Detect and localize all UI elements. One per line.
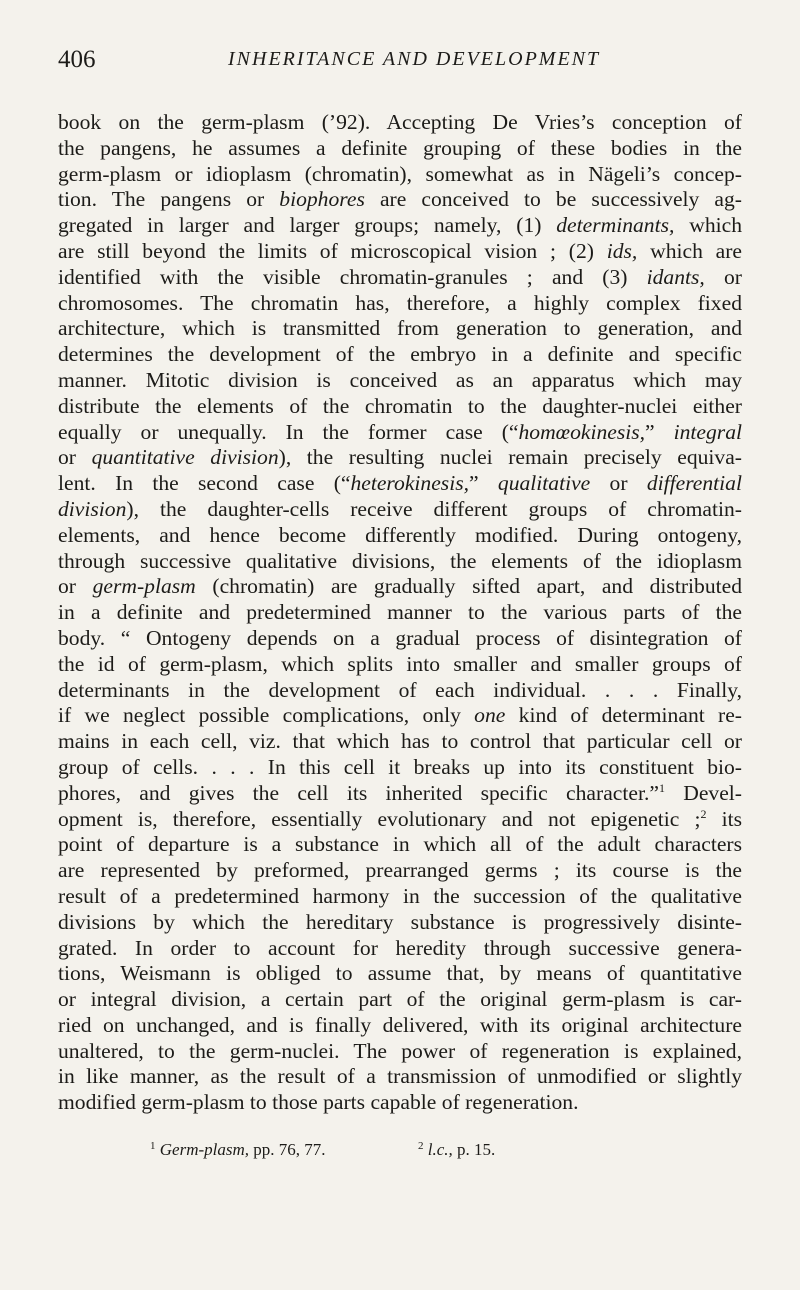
italic-term: germ-plasm <box>92 574 196 599</box>
text-run: (chromatin) are gradually sifted apart, and distributed <box>195 574 742 599</box>
text-run: result of a predetermined harmony in the succession of the qualitative <box>58 883 742 908</box>
text-line <box>58 1013 742 1039</box>
text-run: ), the resulting nuclei remain precisely equiva- <box>278 445 742 470</box>
text-line <box>58 961 742 987</box>
text-run: are represented by preformed, prearranged germs ; its course is the <box>58 858 742 883</box>
text-run: mains in each cell, viz. that which has to control that particular cell or <box>58 729 742 754</box>
text-run: or <box>590 471 647 496</box>
italic-term: quantitative division <box>91 445 279 470</box>
text-run: the pangens, he assumes a definite grouping of these bodies in the <box>58 135 742 160</box>
text-run: lent. In the second case (“ <box>58 471 351 496</box>
text-line <box>58 316 742 342</box>
text-line <box>58 678 742 704</box>
text-run: or <box>58 574 93 599</box>
text-line <box>58 394 742 420</box>
text-run: determines the development of the embryo in a definite and specific <box>58 342 742 367</box>
text-line <box>58 781 742 807</box>
text-run: in a definite and predetermined manner to the various parts of the <box>58 600 742 625</box>
text-line <box>58 368 742 394</box>
text-run: gregated in larger and larger groups; namely, (1) <box>58 213 557 238</box>
text-line <box>58 471 742 497</box>
text-line <box>58 987 742 1013</box>
footnote-ref: 2 <box>700 806 707 821</box>
text-run: or integral division, a certain part of the original germ-plasm is car- <box>58 987 742 1012</box>
text-run: body. “ Ontogeny depends on a gradual process of disintegration of <box>58 625 742 650</box>
italic-term: determinants, <box>556 213 675 238</box>
text-run: Devel- <box>664 780 742 805</box>
text-run: modified germ-plasm to those parts capable of regeneration. <box>58 1090 579 1115</box>
italic-term: homœokinesis, <box>518 419 646 444</box>
text-run: which <box>674 213 742 238</box>
text-run: are conceived to be successively ag- <box>364 187 742 212</box>
text-line <box>58 1064 742 1090</box>
text-line <box>58 858 742 884</box>
text-run: or <box>58 445 92 470</box>
italic-term: integral <box>673 419 742 444</box>
text-line <box>58 1090 742 1116</box>
text-line <box>58 187 742 213</box>
text-run: opment is, therefore, essentially evolutionary and not epigenetic ; <box>58 806 701 831</box>
text-run: or <box>704 264 742 289</box>
text-line <box>58 110 742 136</box>
text-run: ” <box>645 419 674 444</box>
italic-term: Germ-plasm, <box>159 1140 249 1159</box>
text-line <box>58 549 742 575</box>
footnote-ref: 2 <box>418 1140 424 1152</box>
text-line <box>58 884 742 910</box>
text-run: identified with the visible chromatin-granules ; and (3) <box>58 264 647 289</box>
footnote-ref: 1 <box>658 780 665 795</box>
text-line <box>58 136 742 162</box>
body-paragraph <box>58 110 742 1116</box>
text-run: divisions by which the hereditary substance is progressively disinte- <box>58 909 742 934</box>
italic-term: ids, <box>606 238 638 263</box>
text-line <box>58 755 742 781</box>
text-run: ), the daughter-cells receive different groups of chromatin- <box>126 496 742 521</box>
text-run: pp. 76, 77. <box>249 1140 326 1159</box>
text-run: grated. In order to account for heredity through successive genera- <box>58 935 742 960</box>
text-run: chromosomes. The chromatin has, therefore, a highly complex fixed <box>58 290 742 315</box>
italic-term: heterokinesis, <box>350 471 470 496</box>
text-run: through successive qualitative divisions, the elements of the idioplasm <box>58 548 742 573</box>
text-line <box>58 445 742 471</box>
text-run: phores, and gives the cell its inherited specific character.” <box>58 780 659 805</box>
page-header <box>58 46 738 82</box>
text-line <box>58 729 742 755</box>
text-line <box>58 600 742 626</box>
text-run: the id of germ-plasm, which splits into smaller and smaller groups of <box>58 651 742 676</box>
text-run: kind of determinant re- <box>505 703 742 728</box>
text-run: point of departure is a substance in which all of the adult characters <box>58 832 742 857</box>
text-line <box>58 626 742 652</box>
text-run: are still beyond the limits of microscopical vision ; (2) <box>58 238 607 263</box>
text-line <box>58 265 742 291</box>
text-run: elements, and hence become differently modified. During ontogeny, <box>58 522 742 547</box>
text-run: equally or unequally. In the former case (“ <box>58 419 519 444</box>
text-line <box>58 291 742 317</box>
italic-term: biophores <box>279 187 365 212</box>
text-line <box>58 910 742 936</box>
text-line <box>58 239 742 265</box>
italic-term: one <box>474 703 506 728</box>
text-line <box>58 342 742 368</box>
text-run: determinants in the development of each individual. . . . Finally, <box>58 677 742 702</box>
text-run: germ-plasm or idioplasm (chromatin), somewhat as in Nägeli’s concep- <box>58 161 742 186</box>
text-run: group of cells. . . . In this cell it breaks up into its constituent bio- <box>58 754 742 779</box>
text-run: architecture, which is transmitted from generation to generation, and <box>58 316 742 341</box>
text-line <box>58 936 742 962</box>
footnotes <box>150 1140 650 1162</box>
text-run: unaltered, to the germ-nuclei. The power of regeneration is explained, <box>58 1038 742 1063</box>
italic-term: l.c., <box>427 1140 453 1159</box>
text-run: if we neglect possible complications, only <box>58 703 475 728</box>
footnote <box>150 1140 326 1160</box>
italic-term: idants, <box>646 264 705 289</box>
text-line <box>58 652 742 678</box>
italic-term: qualitative <box>497 471 591 496</box>
italic-term: differential <box>646 471 742 496</box>
text-line <box>58 1039 742 1065</box>
text-run: p. 15. <box>452 1140 496 1159</box>
text-run: its <box>706 806 742 831</box>
text-line <box>58 807 742 833</box>
text-run: manner. Mitotic division is conceived as an apparatus which may <box>58 367 742 392</box>
text-line <box>58 574 742 600</box>
text-run: which are <box>637 238 743 263</box>
text-run: tion. The pangens or <box>58 187 280 212</box>
text-run: tions, Weismann is obliged to assume that, by means of quantitative <box>58 961 742 986</box>
text-run: in like manner, as the result of a transmission of unmodified or slightly <box>58 1064 742 1089</box>
page-number: 406 <box>58 46 96 73</box>
italic-term: division <box>58 496 127 521</box>
footnote <box>418 1140 495 1160</box>
text-run: book on the germ-plasm (’92). Accepting De Vries’s conception of <box>58 110 742 134</box>
text-run: ried on unchanged, and is finally delivered, with its original architecture <box>58 1012 742 1037</box>
running-title: INHERITANCE AND DEVELOPMENT <box>228 48 601 70</box>
text-run: distribute the elements of the chromatin to the daughter-nuclei either <box>58 393 742 418</box>
text-line <box>58 832 742 858</box>
text-line <box>58 162 742 188</box>
text-line <box>58 420 742 446</box>
text-line <box>58 523 742 549</box>
text-run: ” <box>469 471 498 496</box>
text-line <box>58 213 742 239</box>
footnote-ref: 1 <box>150 1140 156 1152</box>
text-line <box>58 703 742 729</box>
text-line <box>58 497 742 523</box>
